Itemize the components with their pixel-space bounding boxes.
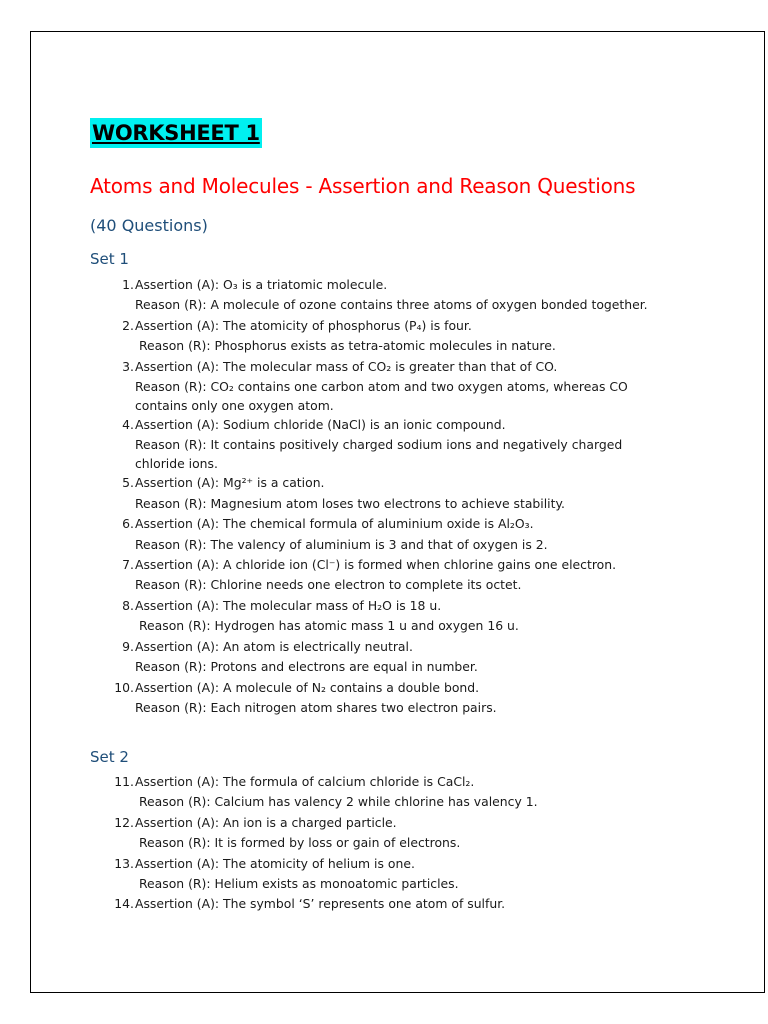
assertion-text: Assertion (A): The chemical formula of aluminium oxide is Al₂O₃. (135, 516, 534, 532)
question-item (0, 813, 768, 854)
question-item (0, 473, 768, 514)
reason-text: Reason (R): Helium exists as monoatomic particles. (139, 876, 459, 892)
question-number: 7. (122, 557, 134, 573)
question-number: 11. (114, 774, 134, 789)
question-item (0, 514, 768, 555)
set-2-heading: Set 2 (90, 748, 129, 766)
question-number: 9. (122, 638, 134, 654)
assertion-text: Assertion (A): A molecule of N₂ contains a double bond. (135, 679, 480, 695)
question-item (0, 678, 768, 719)
question-number: 13. (114, 855, 134, 871)
assertion-text: Assertion (A): Mg²⁺ is a cation. (135, 475, 325, 491)
question-item (0, 772, 768, 813)
question-number: 3. (122, 358, 134, 374)
question-item (0, 415, 768, 473)
question-number: 6. (122, 516, 134, 532)
assertion-text: Assertion (A): The formula of calcium chloride is CaCl₂. (135, 774, 475, 789)
question-number: 10. (114, 679, 134, 695)
question-item (0, 894, 768, 914)
assertion-text: Assertion (A): The atomicity of phosphorus (P₄) is four. (135, 317, 472, 333)
main-title: Atoms and Molecules - Assertion and Reason Questions (90, 174, 636, 198)
question-item (0, 555, 768, 596)
assertion-text: Assertion (A): O₃ is a triatomic molecule. (135, 277, 388, 292)
set-1-question-list (0, 275, 768, 718)
set-1-heading: Set 1 (90, 250, 129, 268)
reason-text: Reason (R): It is formed by loss or gain of electrons. (139, 835, 461, 851)
question-number: 14. (114, 896, 134, 912)
reason-text: Reason (R): Magnesium atom loses two electrons to achieve stability. (135, 495, 565, 511)
set-2-question-list (0, 772, 768, 915)
reason-text: Reason (R): Each nitrogen atom shares two electron pairs. (135, 699, 497, 715)
assertion-text: Assertion (A): An atom is electrically neutral. (135, 638, 413, 654)
question-item (0, 357, 768, 415)
reason-text: Reason (R): Chlorine needs one electron to complete its octet. (135, 577, 522, 593)
question-number: 8. (122, 597, 134, 613)
reason-text: Reason (R): The valency of aluminium is 3 and that of oxygen is 2. (135, 536, 548, 552)
worksheet-title: WORKSHEET 1 (90, 118, 262, 148)
reason-text: Reason (R): Phosphorus exists as tetra-atomic molecules in nature. (139, 338, 556, 354)
reason-text: Reason (R): Hydrogen has atomic mass 1 u and oxygen 16 u. (139, 618, 519, 634)
question-count: (40 Questions) (90, 216, 208, 235)
assertion-text: Assertion (A): The symbol ‘S’ represents one atom of sulfur. (135, 896, 506, 912)
question-item (0, 854, 768, 895)
question-item (0, 596, 768, 637)
assertion-text: Assertion (A): An ion is a charged particle. (135, 814, 397, 830)
assertion-text: Assertion (A): Sodium chloride (NaCl) is an ionic compound. (135, 417, 506, 433)
assertion-text: Assertion (A): A chloride ion (Cl⁻) is formed when chlorine gains one electron. (135, 557, 617, 573)
assertion-text: Assertion (A): The atomicity of helium is one. (135, 855, 415, 871)
question-number: 1. (122, 277, 134, 292)
question-item (0, 275, 768, 316)
question-number: 12. (114, 814, 134, 830)
question-item (0, 316, 768, 357)
assertion-text: Assertion (A): The molecular mass of H₂O is 18 u. (135, 597, 442, 613)
question-number: 4. (122, 417, 134, 433)
reason-text: Reason (R): CO₂ contains one carbon atom and two oxygen atoms, whereas CO contains only one oxygen atom. (135, 379, 628, 414)
reason-text: Reason (R): Protons and electrons are equal in number. (135, 659, 478, 675)
question-number: 2. (122, 317, 134, 333)
reason-text: Reason (R): Calcium has valency 2 while chlorine has valency 1. (139, 794, 538, 810)
reason-text: Reason (R): It contains positively charged sodium ions and negatively charged chloride ions. (135, 437, 623, 472)
question-number: 5. (122, 475, 134, 491)
question-item (0, 637, 768, 678)
reason-text: Reason (R): A molecule of ozone contains three atoms of oxygen bonded together. (135, 297, 648, 313)
assertion-text: Assertion (A): The molecular mass of CO₂ is greater than that of CO. (135, 358, 558, 374)
